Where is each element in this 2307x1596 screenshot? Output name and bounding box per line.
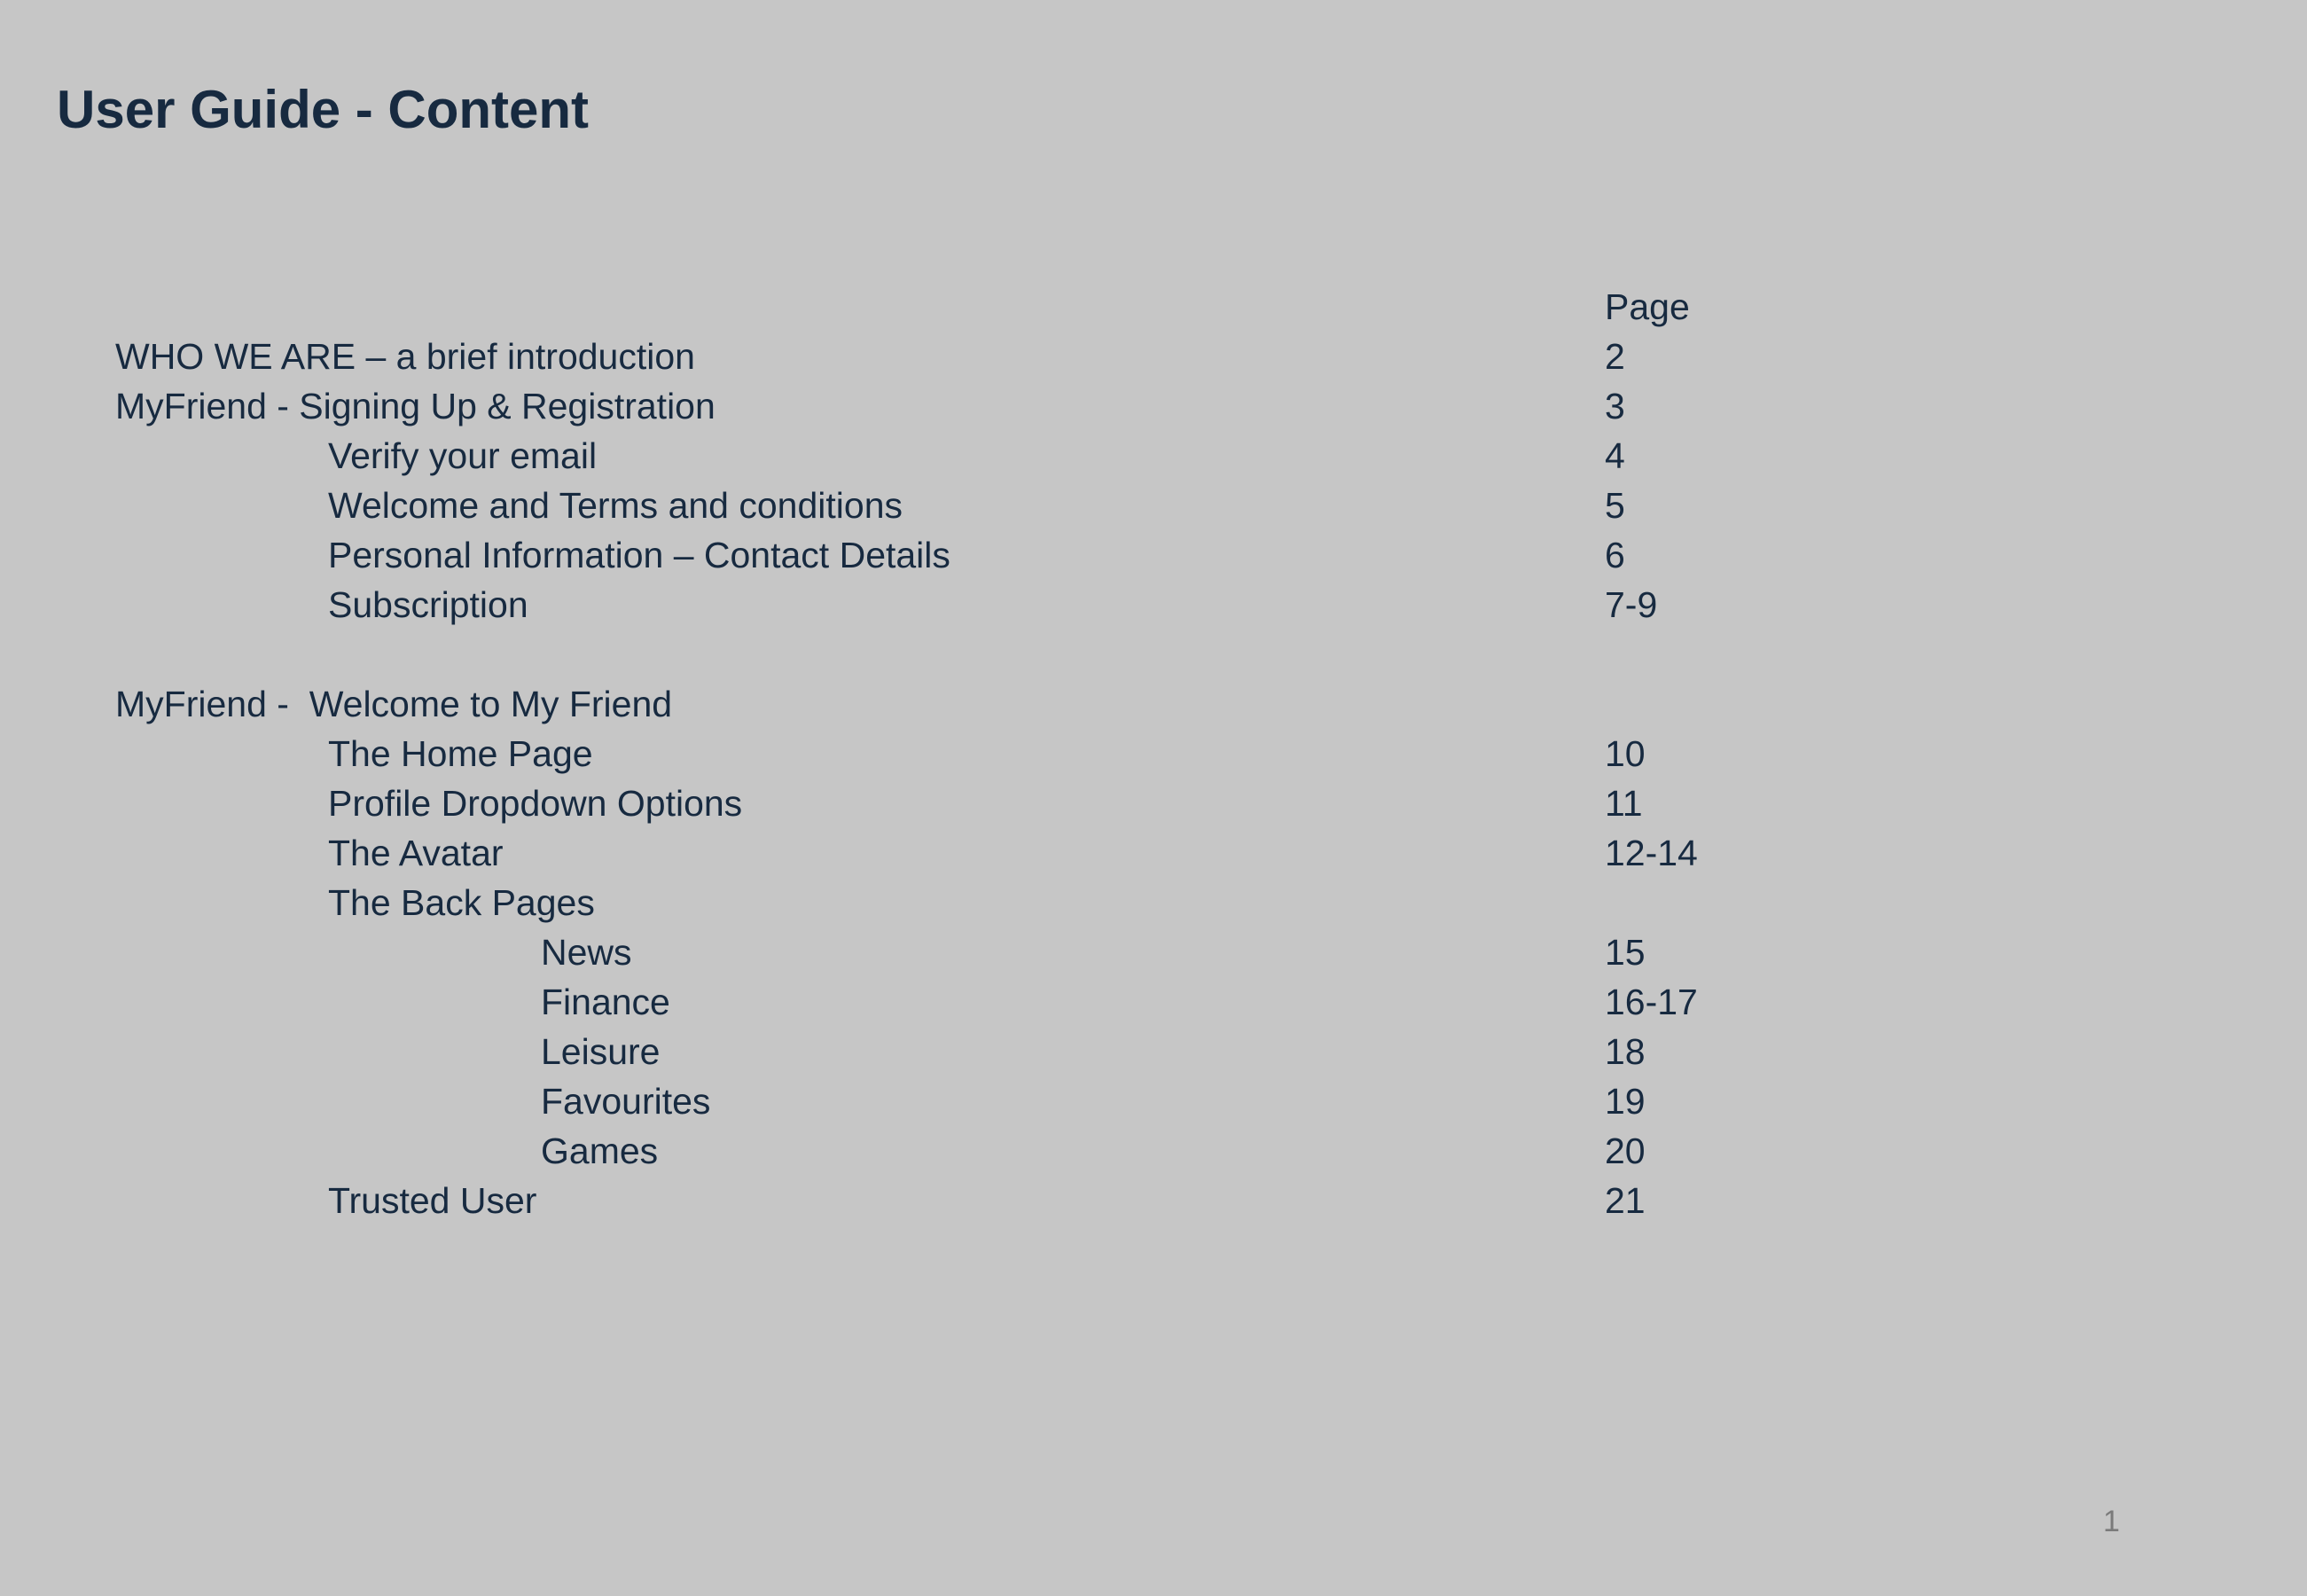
toc-entry-terms [0,481,2307,530]
toc-entry-page: 5 [1605,485,1625,526]
toc-entry-label: Finance [541,982,670,1022]
table-of-contents [0,332,2307,1225]
toc-entry-page: 2 [1605,336,1625,377]
toc-entry-welcome [0,679,2307,729]
toc-entry-label: Leisure [541,1031,661,1072]
toc-entry-label: News [541,932,632,973]
toc-entry-page: 18 [1605,1031,1646,1072]
toc-entry-page: 15 [1605,932,1646,973]
toc-entry-page: 12-14 [1605,833,1698,873]
toc-entry-page: 11 [1605,783,1643,824]
toc-entry-label: Personal Information – Contact Details [328,535,950,575]
page-title: User Guide - Content [57,80,590,139]
toc-entry-page: 19 [1605,1081,1646,1122]
toc-entry-page: 7-9 [1605,584,1658,625]
toc-entry-page: 6 [1605,535,1625,575]
toc-entry-label: Games [541,1130,659,1171]
toc-entry-who-we-are [0,332,2307,381]
toc-entry-page: 16-17 [1605,982,1698,1022]
toc-entry-games [0,1126,2307,1176]
toc-entry-profile-dropdown [0,778,2307,828]
toc-entry-avatar [0,828,2307,878]
toc-entry-page: 20 [1605,1130,1646,1171]
slide-number: 1 [2103,1505,2120,1538]
toc-entry-page: 4 [1605,435,1625,476]
toc-entry-label: MyFriend - Welcome to My Friend [115,684,673,724]
toc-entry-page: 3 [1605,386,1625,426]
toc-entry-label: MyFriend - Signing Up & Registration [115,386,716,426]
toc-entry-label: Subscription [328,584,528,625]
toc-entry-page: 10 [1605,733,1646,774]
toc-entry-label: WHO WE ARE – a brief introduction [115,336,695,377]
toc-entry-label: Welcome and Terms and conditions [328,485,903,526]
toc-entry-personal-info [0,530,2307,580]
toc-entry-favourites [0,1076,2307,1126]
toc-entry-label: Profile Dropdown Options [328,783,743,824]
toc-entry-label: The Avatar [328,833,504,873]
toc-entry-leisure [0,1027,2307,1076]
toc-entry-home-page [0,729,2307,778]
toc-entry-trusted-user [0,1176,2307,1225]
toc-entry-page: 21 [1605,1180,1646,1221]
toc-entry-label: The Home Page [328,733,593,774]
page-column-header: Page [1605,286,1690,327]
toc-entry-news [0,927,2307,977]
toc-entry-label: The Back Pages [328,882,595,923]
toc-entry-verify-email [0,431,2307,481]
toc-entry-finance [0,977,2307,1027]
toc-entry-label: Verify your email [328,435,598,476]
toc-entry-label: Trusted User [328,1180,537,1221]
toc-entry-back-pages [0,878,2307,927]
toc-entry-signing-up [0,381,2307,431]
toc-entry-subscription [0,580,2307,630]
toc-entry-label: Favourites [541,1081,711,1122]
